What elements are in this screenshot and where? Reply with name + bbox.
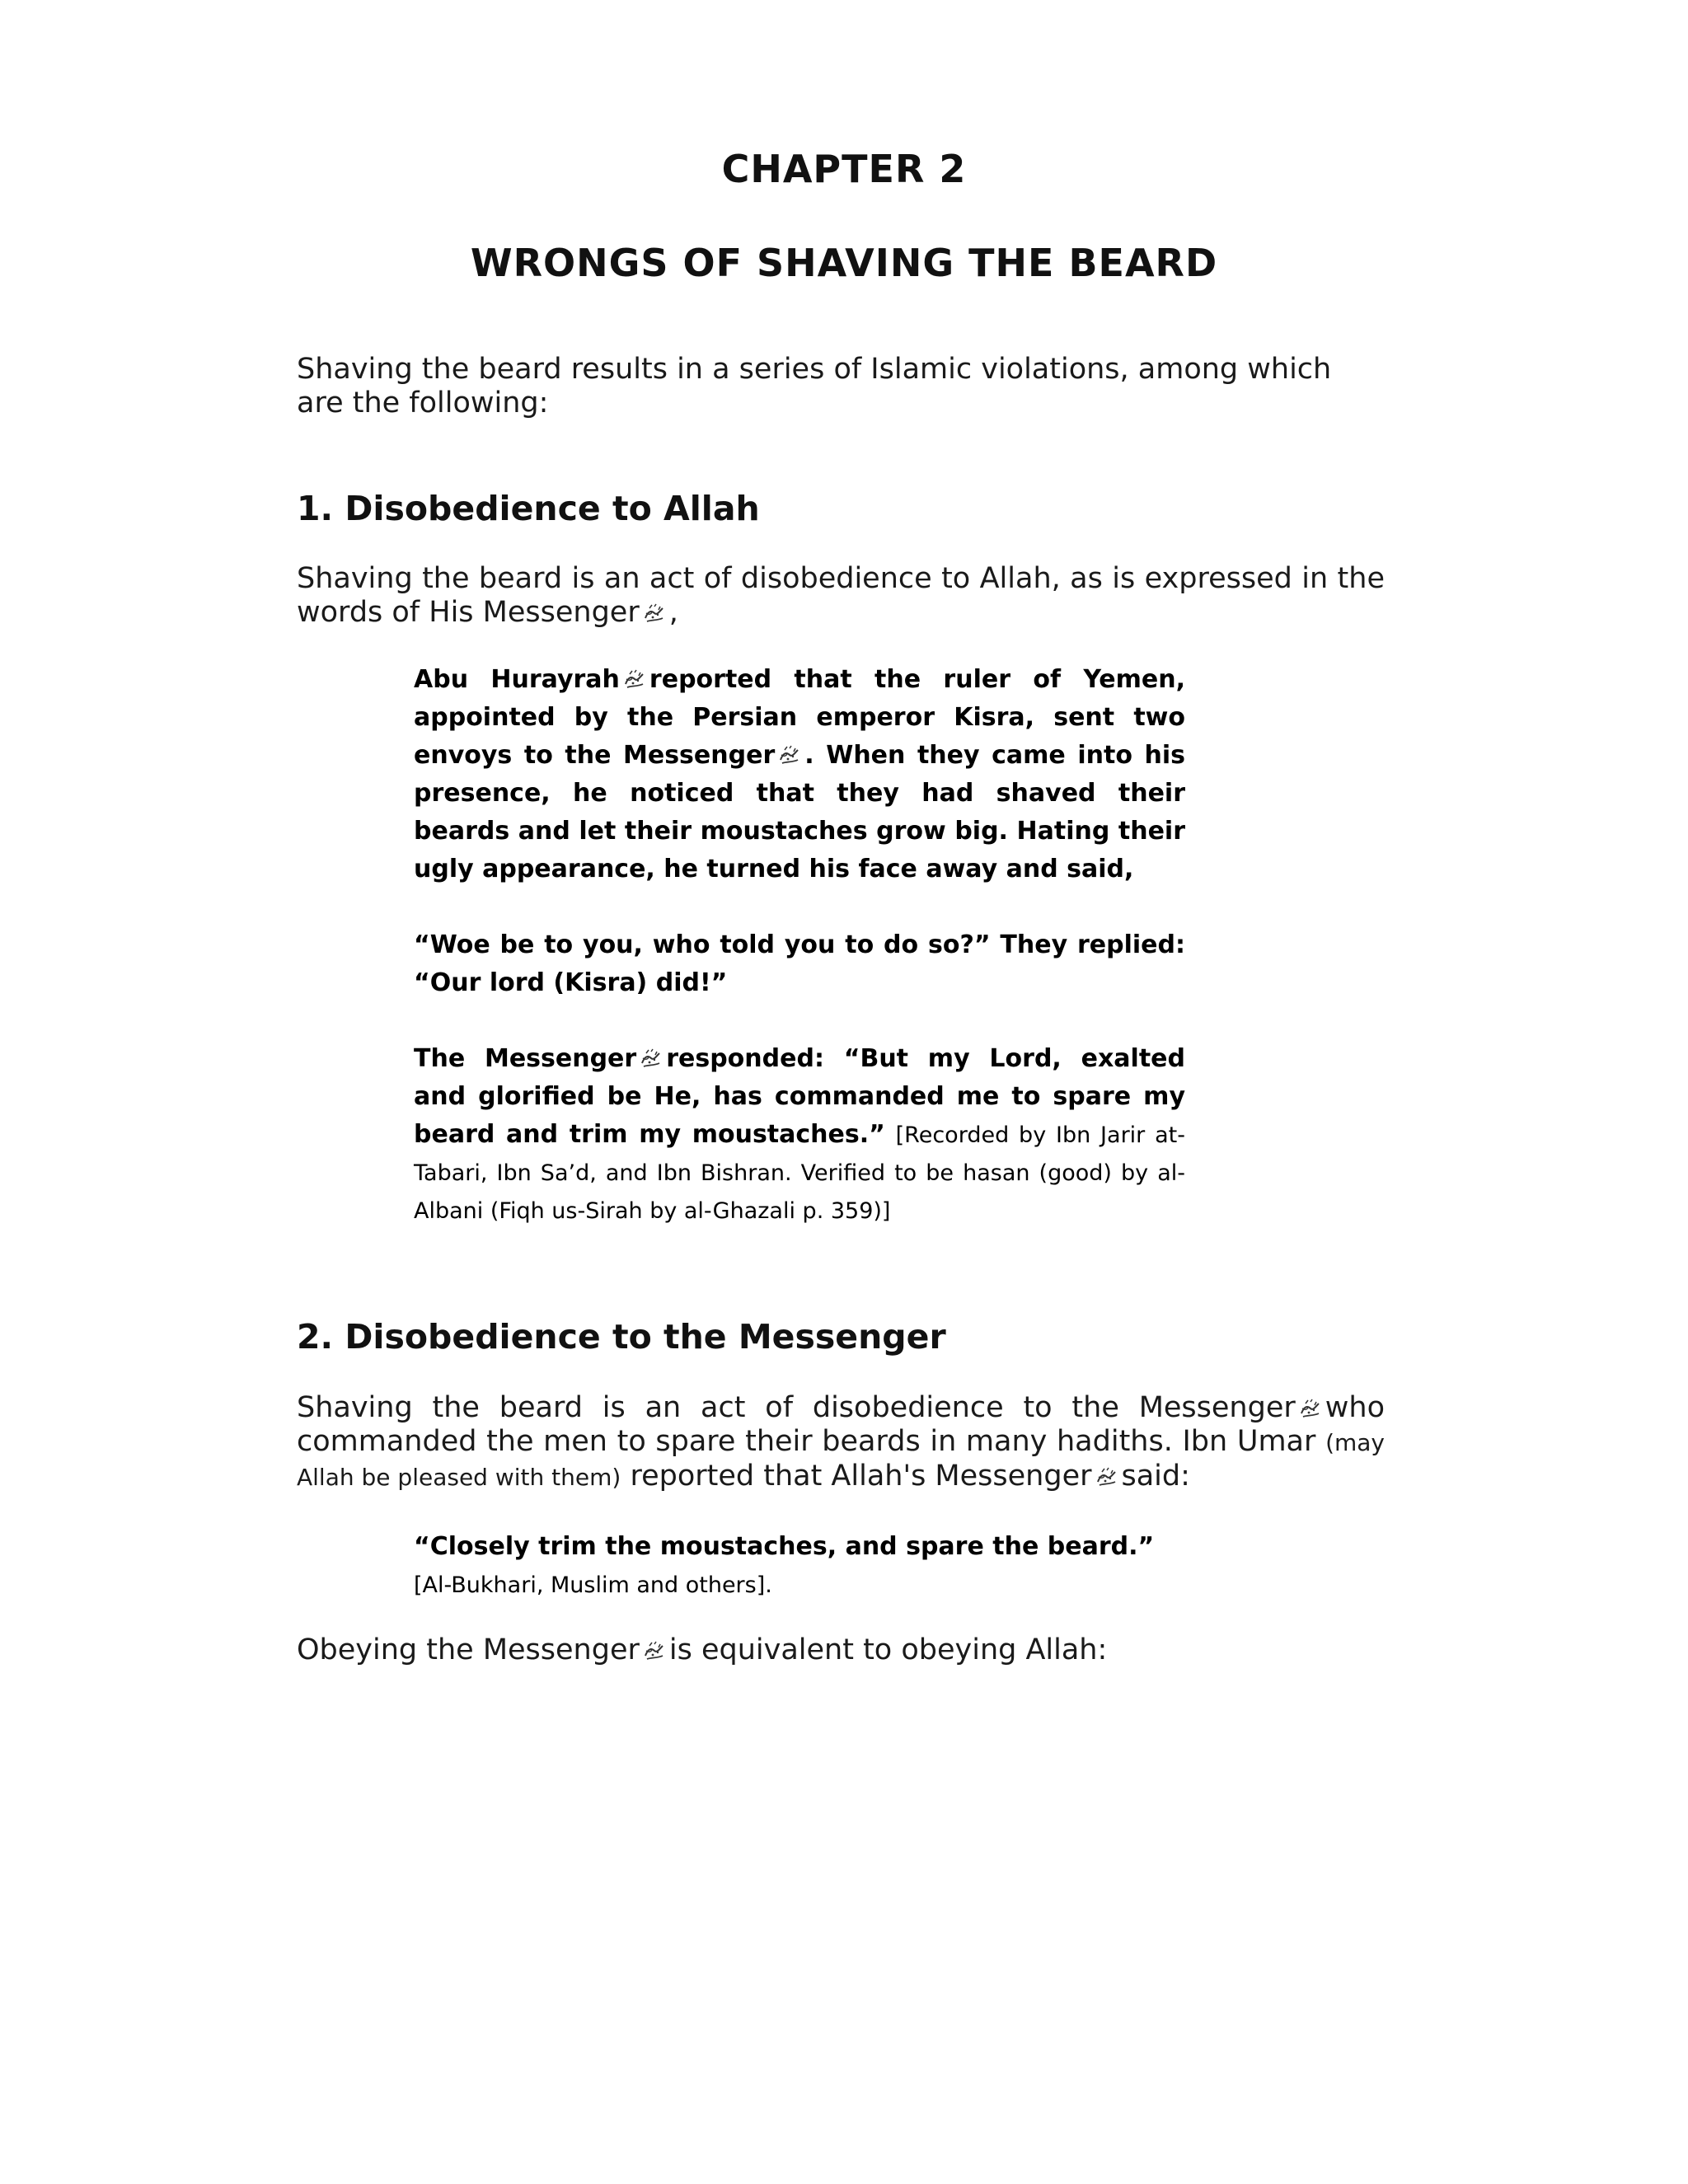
honorific-calligraphy-icon xyxy=(643,602,666,625)
section-2-quote-text: “Closely trim the moustaches, and spare the beard.” xyxy=(414,1532,1155,1561)
honorific-calligraphy-icon xyxy=(643,1639,666,1662)
closing-paragraph xyxy=(297,1633,1385,1667)
quote-citation: [Recorded by Ibn Jarir at-Tabari, Ibn Sa’d, and Ibn Bishran. Verified to be hasan (good) by al-Albani (Fiqh us-Sirah by al-Ghazali p. 359)] xyxy=(414,1122,1185,1224)
quote-paragraph-2: “Woe be to you, who told you to do so?” They replied: “Our lord (Kisra) did!” xyxy=(414,930,1185,997)
honorific-calligraphy-icon xyxy=(1095,1465,1118,1488)
quote-paragraph-3a: The Messenger xyxy=(414,1044,637,1073)
honorific-calligraphy-icon xyxy=(1299,1397,1322,1420)
section-2-text-c: reported that Allah's Messenger xyxy=(630,1460,1092,1493)
quote-paragraph-1a: reported that the ruler of Yemen, appointed by the Persian emperor Kisra, sent two envoys to the Messenger xyxy=(414,665,1185,770)
section-2-paragraph xyxy=(297,1391,1385,1494)
intro-paragraph: Shaving the beard results in a series of Islamic violations, among which are the following: xyxy=(297,353,1332,419)
section-2-hadith-quote xyxy=(414,1528,1185,1604)
quote-paragraph-1b: . When they came into his presence, he noticed that they had shaved their beards and let their moustaches grow big. Hating their ugly appearance, he turned his face away and said, xyxy=(414,741,1185,883)
section-1-hadith-quote xyxy=(414,661,1185,1230)
section-2-text-a: Shaving the beard is an act of disobedience to the Messenger xyxy=(297,1391,1296,1424)
section-2-heading: 2. Disobedience to the Messenger xyxy=(297,1317,946,1357)
section-1-paragraph-text: Shaving the beard is an act of disobedience to Allah, as is expressed in the words of His Messenger xyxy=(297,562,1385,629)
section-2-aside: (may Allah be pleased with them) xyxy=(297,1429,1385,1491)
closing-text-b: is equivalent to obeying Allah: xyxy=(668,1633,1108,1666)
honorific-calligraphy-icon xyxy=(778,743,801,766)
section-2-quote-citation: [Al-Bukhari, Muslim and others]. xyxy=(414,1572,772,1598)
section-2-text-d: said: xyxy=(1121,1460,1190,1493)
quote-narrator: Abu Hurayrah xyxy=(414,665,620,694)
closing-text-a: Obeying the Messenger xyxy=(297,1633,640,1666)
section-1-paragraph xyxy=(297,562,1385,630)
quote-paragraph-3b: responded: “But my Lord, exalted and glorified be He, has commanded me to spare my beard and trim my moustaches.” xyxy=(414,1044,1185,1149)
section-1-heading: 1. Disobedience to Allah xyxy=(297,489,760,528)
section-2-text-b: who commanded the men to spare their beards in many hadiths. Ibn Umar xyxy=(297,1391,1385,1458)
honorific-calligraphy-icon xyxy=(640,1047,663,1070)
honorific-calligraphy-icon xyxy=(623,668,646,691)
section-1-paragraph-end: , xyxy=(668,596,678,629)
chapter-title: CHAPTER 2 xyxy=(721,147,967,191)
chapter-subtitle: WRONGS OF SHAVING THE BEARD xyxy=(470,241,1218,285)
